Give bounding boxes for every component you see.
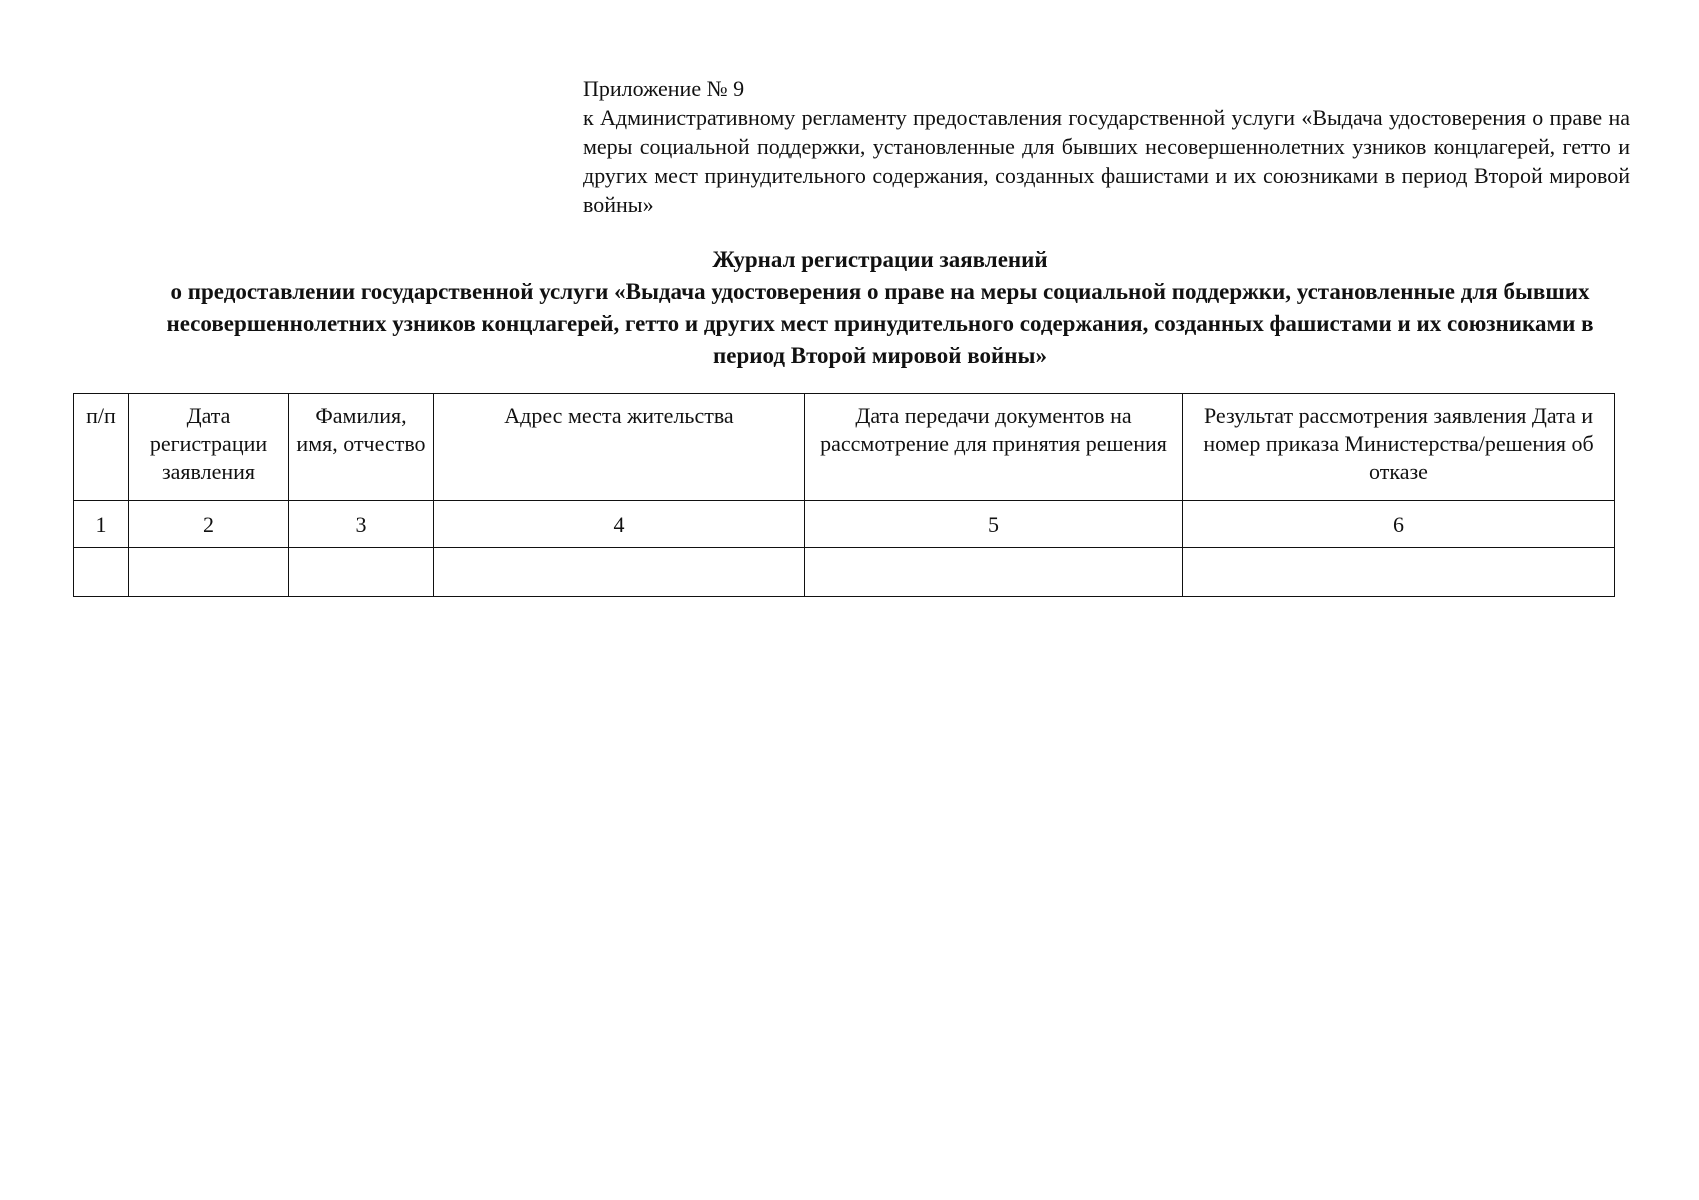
column-number-cell: 1	[74, 501, 129, 548]
table-cell	[805, 548, 1183, 597]
header-cell-transfer-date: Дата передачи документов на рассмотрение для принятия решения	[805, 394, 1183, 501]
registration-journal-table	[73, 393, 1615, 597]
header-cell-address: Адрес места жительства	[434, 394, 805, 501]
header-cell-full-name: Фамилия, имя, отчество	[289, 394, 434, 501]
table-cell	[129, 548, 289, 597]
column-number-cell: 6	[1183, 501, 1615, 548]
table-row	[74, 548, 1615, 597]
header-cell-number: п/п	[74, 394, 129, 501]
header-cell-registration-date: Дата регистрации заявления	[129, 394, 289, 501]
table-cell	[74, 548, 129, 597]
column-number-row	[74, 501, 1615, 548]
table-cell	[1183, 548, 1615, 597]
table-cell	[289, 548, 434, 597]
document-heading	[110, 244, 1650, 372]
table-header-row	[74, 394, 1615, 501]
appendix-number: Приложение № 9	[583, 76, 745, 101]
column-number-cell: 3	[289, 501, 434, 548]
appendix-block	[583, 74, 1630, 219]
document-subtitle: о предоставлении государственной услуги «Выдача удостоверения о праве на меры социальной поддержки, установленные для бывших несовершеннолетних узников концлагерей, гетто и других мест принудительного содержания, созданных фашистами и их союзниками в период Второй мировой войны»	[166, 279, 1594, 368]
appendix-text: к Административному регламенту предоставления государственной услуги «Выдача удостоверения о праве на меры социальной поддержки, установленные для бывших несовершеннолетних узников концлагерей, гетто и других мест принудительного содержания, созданных фашистами и их союзниками в период Второй мировой войны»	[583, 105, 1630, 217]
table-cell	[434, 548, 805, 597]
document-title: Журнал регистрации заявлений	[712, 247, 1048, 272]
column-number-cell: 5	[805, 501, 1183, 548]
column-number-cell: 2	[129, 501, 289, 548]
column-number-cell: 4	[434, 501, 805, 548]
header-cell-result: Результат рассмотрения заявления Дата и номер приказа Министерства/решения об отказе	[1183, 394, 1615, 501]
